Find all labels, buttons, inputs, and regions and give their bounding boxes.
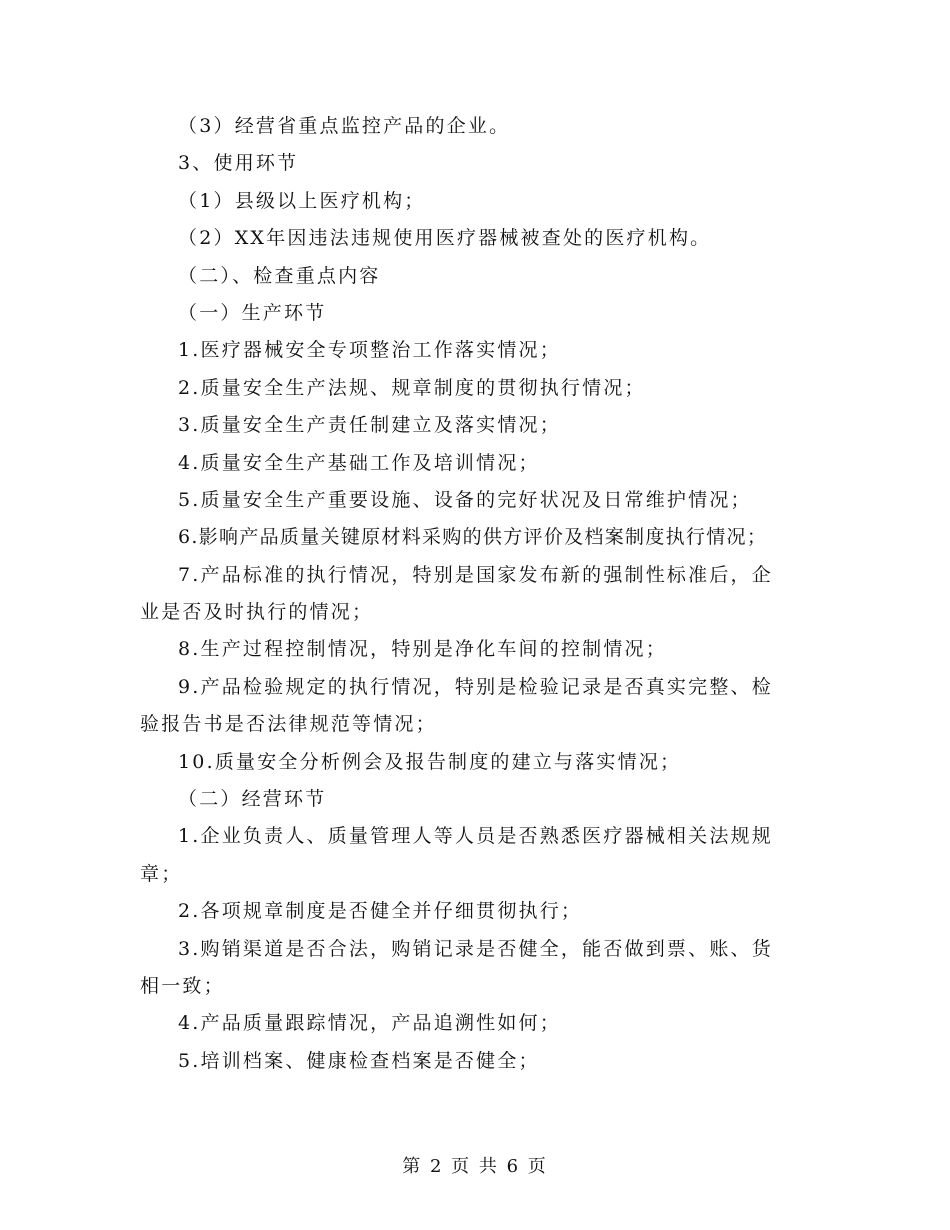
list-item: 5.质量安全生产重要设施、设备的完好状况及日常维护情况； [178, 488, 752, 511]
list-item: 4.产品质量跟踪情况，产品追溯性如何； [178, 1012, 561, 1035]
section-heading-usage: 3、使用环节 [178, 152, 299, 175]
paragraph-line: （3）经营省重点监控产品的企业。 [178, 115, 511, 137]
list-item: 2.各项规章制度是否健全并仔细贯彻执行； [178, 900, 583, 923]
subsection-heading-business: （二）经营环节 [178, 788, 327, 811]
subsection-heading-production: （一）生产环节 [178, 301, 327, 324]
list-item: 5.培训档案、健康检查档案是否健全； [178, 1049, 540, 1072]
list-item: 3.购销渠道是否合法，购销记录是否健全，能否做到票、账、货 [178, 937, 773, 960]
list-item: 2.质量安全生产法规、规章制度的贯彻执行情况； [178, 376, 646, 399]
document-body [140, 108, 805, 1080]
list-item: 8.生产过程控制情况，特别是净化车间的控制情况； [178, 638, 667, 661]
list-item: 1.企业负责人、质量管理人等人员是否熟悉医疗器械相关法规规 [178, 825, 773, 848]
page-number-footer: 第 2 页 共 6 页 [402, 1156, 548, 1177]
section-heading-inspection-focus: （二）、检查重点内容 [178, 264, 381, 287]
list-item: 10.质量安全分析例会及报告制度的建立与落实情况； [178, 750, 682, 773]
list-item: 1.医疗器械安全专项整治工作落实情况； [178, 339, 561, 362]
list-item-continuation: 相一致； [140, 974, 225, 997]
paragraph-line: （1）县级以上医疗机构； [178, 189, 426, 212]
list-item: 9.产品检验规定的执行情况，特别是检验记录是否真实完整、检 [178, 675, 773, 698]
list-item: 4.质量安全生产基础工作及培训情况； [178, 451, 540, 474]
list-item-continuation: 验报告书是否法律规范等情况； [140, 713, 437, 736]
list-item: 3.质量安全生产责任制建立及落实情况； [178, 414, 561, 437]
list-item: 6.影响产品质量关键原材料采购的供方评价及档案制度执行情况； [178, 526, 768, 549]
paragraph-line: （2）XX年因违法违规使用医疗器械被查处的医疗机构。 [178, 227, 712, 250]
list-item-continuation: 章； [140, 862, 183, 885]
list-item: 7.产品标准的执行情况，特别是国家发布新的强制性标准后，企 [178, 563, 773, 586]
list-item-continuation: 业是否及时执行的情况； [140, 601, 374, 624]
